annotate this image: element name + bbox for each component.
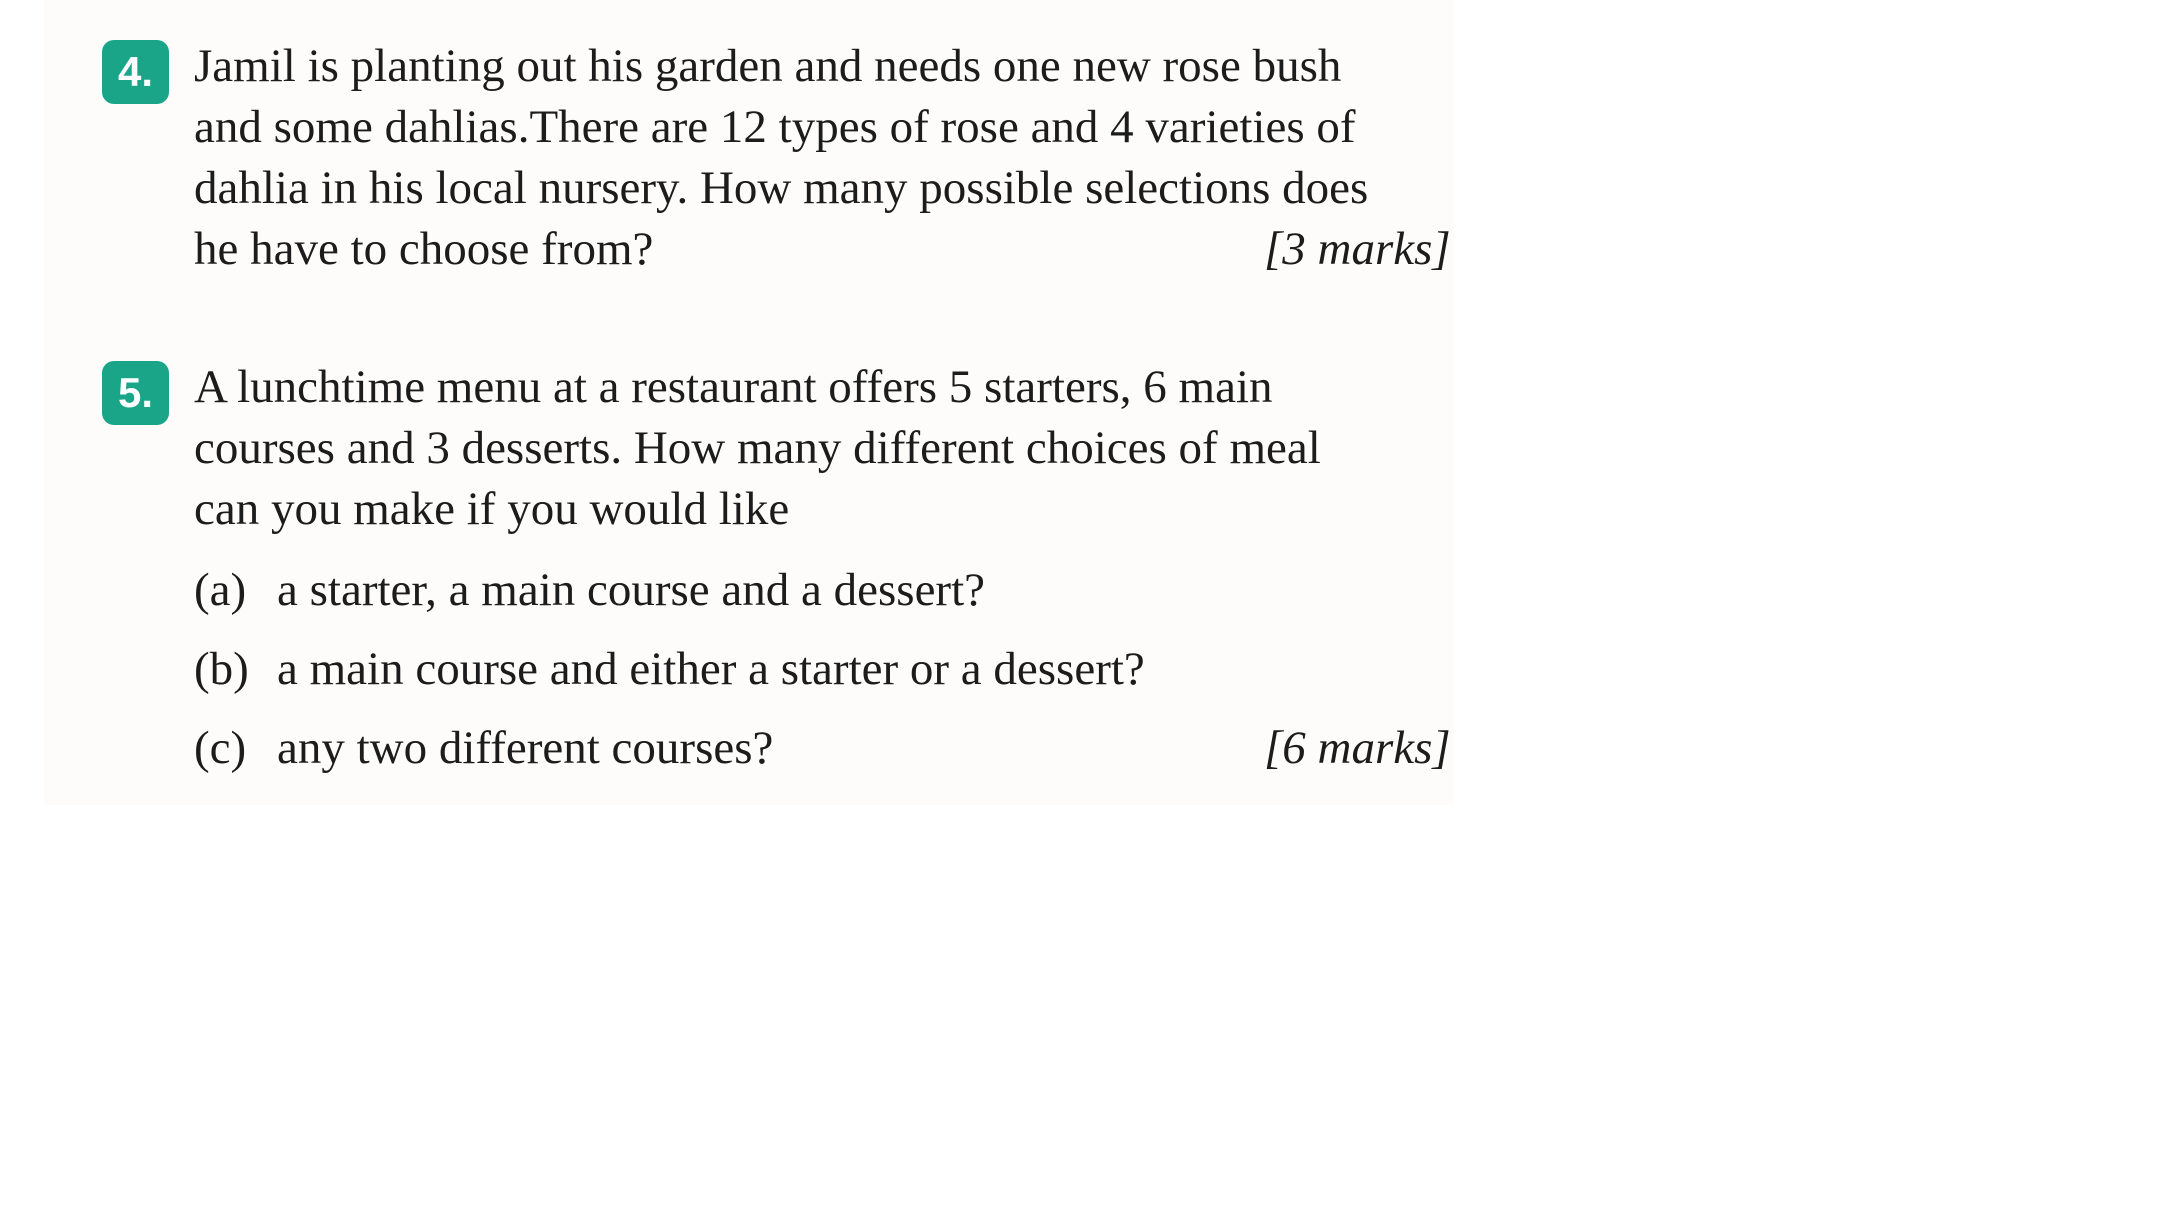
question-line: he have to choose from?	[194, 223, 654, 275]
question-number-badge: 5.	[102, 361, 169, 425]
question-part-a	[194, 560, 1464, 639]
question-line: A lunchtime menu at a restaurant offers 5 starters, 6 main	[194, 361, 1273, 413]
part-label: (b)	[194, 643, 249, 695]
question-text	[194, 36, 1464, 280]
part-label: (a)	[194, 564, 247, 616]
question-line: dahlia in his local nursery. How many possible selections does	[194, 162, 1369, 214]
part-text: a starter, a main course and a dessert?	[277, 564, 986, 616]
question-part-b	[194, 639, 1464, 718]
marks-label: [3 marks]	[1264, 223, 1451, 275]
question-text	[194, 357, 1464, 540]
question-line: courses and 3 desserts. How many different choices of meal	[194, 422, 1321, 474]
part-text: a main course and either a starter or a dessert?	[277, 643, 1145, 695]
question-line-last	[194, 219, 1464, 280]
question-line: can you make if you would like	[194, 483, 790, 535]
question-part-c	[194, 718, 1464, 797]
question-parts	[194, 560, 1464, 797]
part-label: (c)	[194, 722, 247, 774]
question-line: and some dahlias.There are 12 types of rose and 4 varieties of	[194, 101, 1356, 153]
question-panel	[44, 0, 1454, 805]
marks-label: [6 marks]	[1264, 722, 1451, 774]
question-line: Jamil is planting out his garden and needs one new rose bush	[194, 40, 1342, 92]
question-number-badge: 4.	[102, 40, 169, 104]
part-text: any two different courses?	[277, 722, 774, 774]
